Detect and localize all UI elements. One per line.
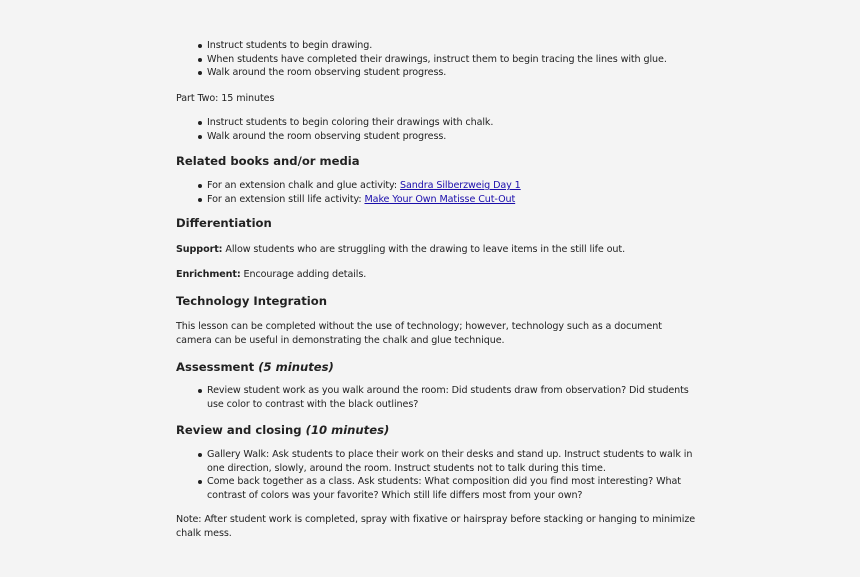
list-item: When students have completed their drawings, instruct them to begin tracing the lines with glue.	[207, 53, 697, 67]
assessment-list	[207, 384, 697, 411]
differentiation-heading: Differentiation	[176, 216, 272, 230]
related-list	[207, 179, 697, 206]
review-list	[207, 448, 697, 502]
list-item	[207, 179, 697, 193]
list-item: Walk around the room observing student progress.	[207, 66, 697, 80]
review-duration: (10 minutes)	[305, 423, 390, 437]
review-heading	[176, 423, 389, 437]
support-label: Support:	[176, 244, 223, 255]
technology-paragraph: This lesson can be completed without the use of technology; however, technology such as a document camera can be useful in demonstrating the chalk and glue technique.	[176, 321, 662, 346]
support-paragraph	[176, 243, 696, 257]
enrichment-label: Enrichment:	[176, 269, 241, 280]
list-item: Gallery Walk: Ask students to place their work on their desks and stand up. Instruct students to walk in one direction, slowly, around the room. Instruct students not to talk during this time.	[207, 448, 697, 475]
technology-heading: Technology Integration	[176, 294, 327, 308]
matisse-cutout-link[interactable]: Make Your Own Matisse Cut-Out	[364, 193, 516, 205]
assessment-heading	[176, 360, 334, 374]
assessment-title: Assessment	[176, 360, 255, 374]
list-item: Instruct students to begin coloring their drawings with chalk.	[207, 116, 697, 130]
list-item: Come back together as a class. Ask students: What composition did you find most interesting? What contrast of colors was your favorite? Which still life differs most from your own?	[207, 475, 697, 502]
part-two-title: Part Two: 15 minutes	[176, 93, 275, 104]
support-text: Allow students who are struggling with the drawing to leave items in the still life out.	[222, 244, 626, 255]
enrichment-paragraph	[176, 268, 696, 282]
assessment-duration: (5 minutes)	[258, 360, 334, 374]
sandra-silberzweig-link[interactable]: Sandra Silberzweig Day 1	[400, 180, 521, 191]
enrichment-text: Encourage adding details.	[240, 269, 367, 280]
related-heading: Related books and/or media	[176, 154, 360, 168]
part-one-list	[207, 39, 697, 80]
related-item-prefix: For an extension still life activity:	[207, 193, 365, 205]
list-item	[207, 193, 697, 207]
part-two-list	[207, 116, 697, 143]
review-title: Review and closing	[176, 423, 302, 437]
note-paragraph: Note: After student work is completed, spray with fixative or hairspray before stacking or hanging to minimize chalk mess.	[176, 514, 696, 539]
list-item: Walk around the room observing student progress.	[207, 130, 697, 144]
list-item: Review student work as you walk around the room: Did students draw from observation? Did students use color to contrast with the black outlines?	[207, 384, 697, 411]
list-item: Instruct students to begin drawing.	[207, 39, 697, 53]
related-item-prefix: For an extension chalk and glue activity:	[207, 180, 401, 191]
